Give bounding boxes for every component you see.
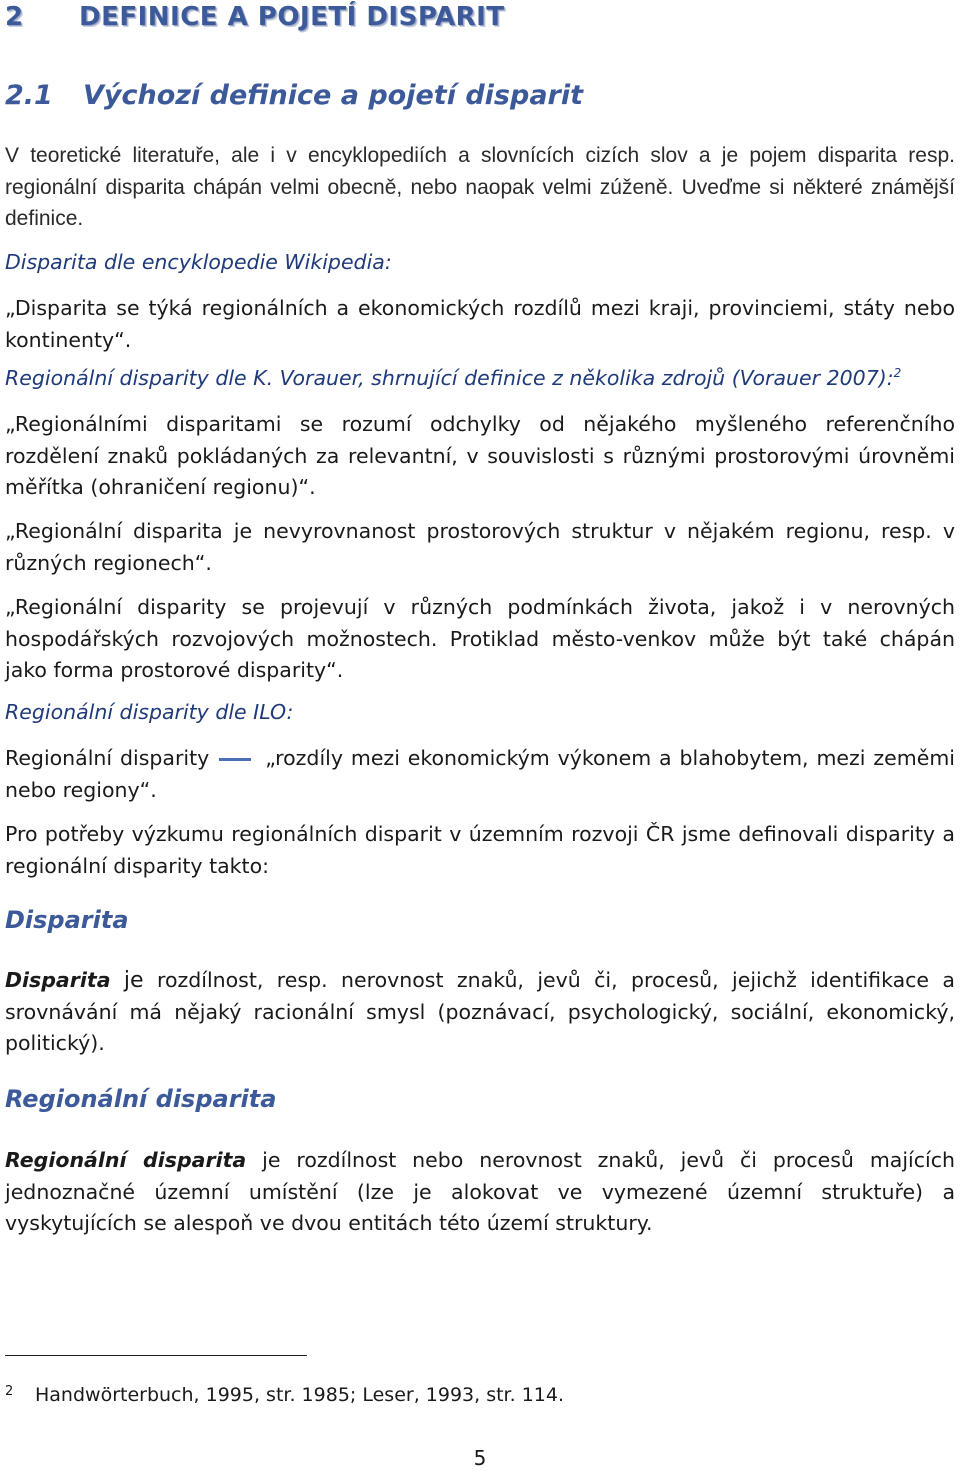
vorauer-quote-2: „Regionální disparita je nevyrovnanost prostorových struktur v nějakém regionu, resp. v různých regionech“. bbox=[5, 519, 955, 575]
regional-disparita-heading: Regionální disparita bbox=[5, 1085, 277, 1113]
disparita-definition bbox=[5, 965, 955, 1060]
footnote-reference: 2 bbox=[893, 366, 902, 381]
regional-disparita-term: Regionální disparita bbox=[5, 1148, 247, 1172]
ilo-term: Regionální disparity bbox=[5, 746, 210, 770]
footnote bbox=[5, 1384, 564, 1406]
disparita-verb: je bbox=[123, 968, 144, 993]
ilo-definition-text: „rozdíly mezi ekonomickým výkonem a blahobytem, mezi zeměmi nebo regiony“. bbox=[5, 746, 955, 802]
intro-paragraph: V teoretické literatuře, ale i v encyklopediích a slovnících cizích slov a je pojem disparita resp. regionální disparita chápán velmi obecně, nebo naopak velmi zúženě. Uveďme si některé známější definice. bbox=[5, 144, 955, 230]
section-title: Výchozí definice a pojetí disparit bbox=[83, 80, 584, 111]
ilo-label: Regionální disparity dle ILO: bbox=[5, 700, 294, 724]
disparita-definition-text: rozdílnost, resp. nerovnost znaků, jevů či, procesů, jejichž identifikace a srovnávání má nějaký racionální smysl (poznávací, psychologický, sociální, ekonomický, politický). bbox=[5, 968, 955, 1055]
section-heading bbox=[5, 80, 583, 111]
regional-disparita-definition-text: je rozdílnost nebo nerovnost znaků, jevů či procesů majících jednoznačné územní umístění (lze je alokovat ve vymezené územní struktuře) a vyskytujících se alespoň ve dvou entitách této území struktury. bbox=[5, 1148, 955, 1235]
wiki-label: Disparita dle encyklopedie Wikipedia: bbox=[5, 250, 392, 274]
dash-separator bbox=[219, 758, 251, 761]
footnote-mark: 2 bbox=[5, 1384, 14, 1399]
document-page bbox=[5, 0, 955, 1472]
chapter-number: 2 bbox=[5, 2, 24, 32]
page-number: 5 bbox=[473, 1446, 487, 1470]
disparita-term: Disparita bbox=[5, 968, 111, 992]
footnote-separator bbox=[5, 1355, 307, 1356]
project-paragraph: Pro potřeby výzkumu regionálních disparit v územním rozvoji ČR jsme definovali disparity a regionální disparity takto: bbox=[5, 822, 955, 878]
disparita-heading: Disparita bbox=[5, 906, 129, 934]
vorauer-quote-1: „Regionálními disparitami se rozumí odchylky od nějakého myšleného referenčního rozdělení znaků pokládaných za relevantní, v souvislosti s různými prostorovými úrovněmi měřítka (ohraničení regionu)“. bbox=[5, 412, 955, 499]
chapter-heading bbox=[5, 2, 505, 32]
regional-disparita-definition bbox=[5, 1145, 955, 1240]
ilo-definition bbox=[5, 743, 955, 806]
vorauer-label bbox=[5, 366, 901, 390]
vorauer-quote-3: „Regionální disparity se projevují v různých podmínkách života, jakož i v nerovných hospodářských rozvojových možnostech. Protiklad město-venkov může být také chápán jako forma prostorové disparity“. bbox=[5, 595, 955, 682]
wiki-quote: „Disparita se týká regionálních a ekonomických rozdílů mezi kraji, provinciemi, státy nebo kontinenty“. bbox=[5, 296, 955, 352]
vorauer-label-text: Regionální disparity dle K. Vorauer, shrnující definice z několika zdrojů (Vorauer 2007): bbox=[5, 366, 894, 390]
footnote-text: Handwörterbuch, 1995, str. 1985; Leser, 1993, str. 114. bbox=[35, 1384, 565, 1406]
section-number: 2.1 bbox=[5, 80, 53, 111]
chapter-title: DEFINICE A POJETÍ DISPARIT bbox=[79, 2, 505, 32]
